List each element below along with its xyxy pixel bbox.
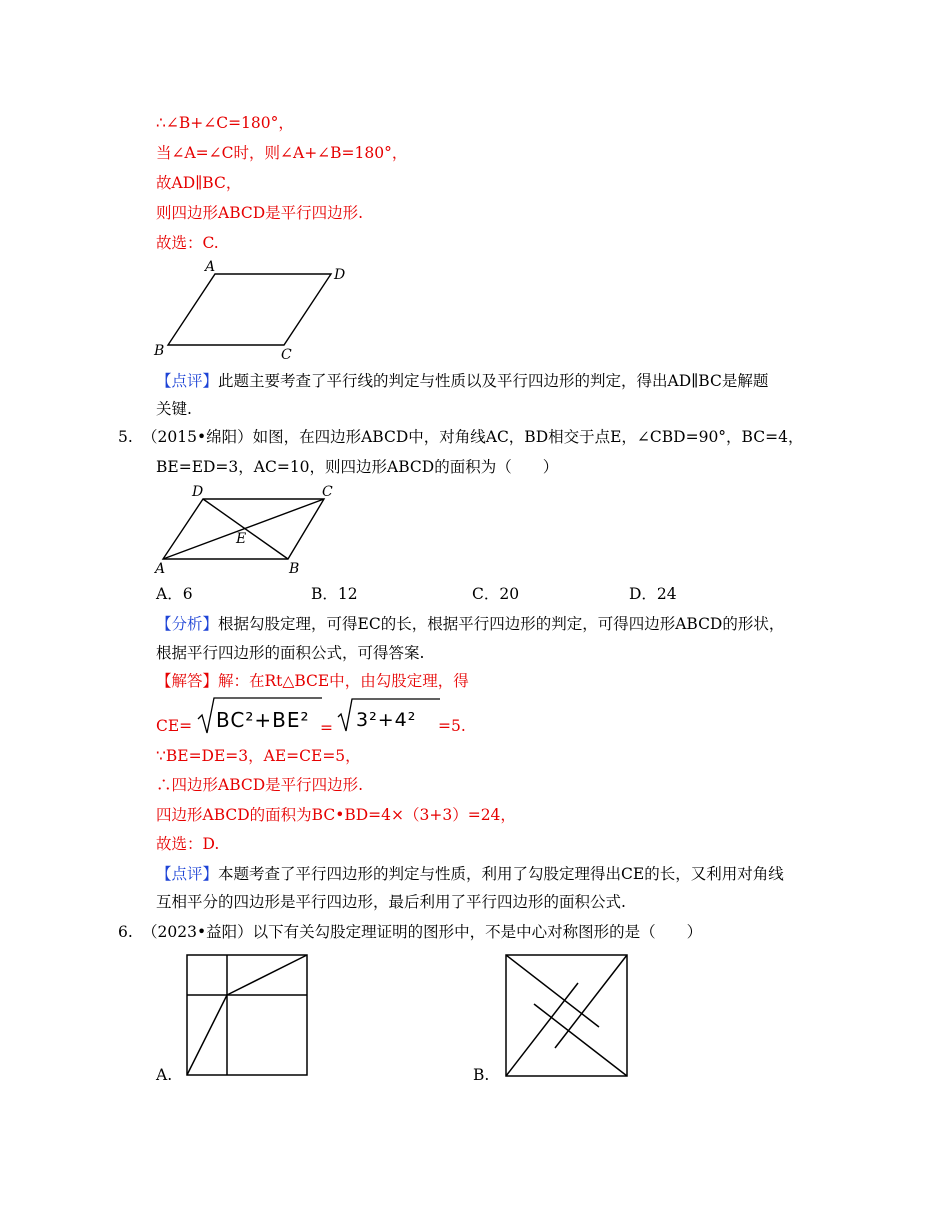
analysis-text: 根据勾股定理，可得EC的长，根据平行四边形的判定，可得四边形ABCD的形状， (218, 615, 785, 633)
comment-line: 关键. (156, 400, 192, 418)
outer-square (506, 955, 627, 1076)
answer-tag: 【解答】 (156, 672, 219, 690)
question-stem: （2015•绵阳）如图，在四边形ABCD中，对角线AC，BD相交于点E，∠CBD=90°，BC=4， (142, 428, 804, 446)
comment-line (156, 371, 768, 391)
vertex-label-a: A (205, 259, 216, 275)
comment-line (156, 864, 784, 884)
answer-line: 四边形ABCD的面积为BC•BD=4×（3+3）=24， (156, 806, 516, 824)
parallelogram-shape (168, 274, 331, 345)
option-a: A. (156, 1066, 173, 1084)
comment-text: 本题考查了平行四边形的判定与性质，利用了勾股定理得出CE的长，又利用对角线 (218, 865, 784, 883)
radicand-2: 3²+4² (356, 709, 417, 731)
comment-line: 互相平分的四边形是平行四边形，最后利用了平行四边形的面积公式. (156, 893, 626, 911)
comment-text: 此题主要考查了平行线的判定与性质以及平行四边形的判定，得出AD∥BC是解题 (218, 372, 769, 390)
option-b: B．12 (311, 585, 358, 603)
vertex-label-d: D (192, 484, 204, 500)
question-stem: BE=ED=3，AC=10，则四边形ABCD的面积为（ ） (156, 458, 559, 476)
vertex-label-c: C (322, 484, 333, 500)
vertex-label-a: A (155, 561, 166, 577)
question-number: 6. (118, 923, 133, 941)
ce-prefix: CE= (156, 717, 193, 735)
question-stem: （2023•益阳）以下有关勾股定理证明的图形中，不是中心对称图形的是（ ） (142, 923, 703, 941)
solution-line: 故选：C. (156, 234, 219, 252)
analysis-line: 根据平行四边形的面积公式，可得答案. (156, 644, 425, 662)
analysis-tag: 【分析】 (156, 615, 219, 633)
answer-line: ∵BE=DE=3，AE=CE=5， (156, 747, 361, 765)
quadrilateral-figure (150, 480, 350, 580)
vertex-label-c: C (281, 347, 292, 363)
answer-line: 故选：D. (156, 835, 220, 853)
comment-tag: 【点评】 (156, 865, 219, 883)
diagonal-ac (163, 499, 324, 559)
option-c: C．20 (472, 585, 520, 603)
option-d: D．24 (629, 585, 677, 603)
comment-tag: 【点评】 (156, 372, 219, 390)
analysis-line (156, 614, 784, 634)
question-number: 5. (118, 428, 133, 446)
option-a: A．6 (156, 585, 193, 603)
vertex-label-b: B (289, 561, 300, 577)
diagonal-line (227, 955, 307, 995)
vertex-label-b: B (154, 343, 165, 359)
option-b: B. (473, 1066, 490, 1084)
radicand-1: BC²+BE² (216, 708, 310, 732)
solution-line: 故AD∥BC， (156, 174, 242, 192)
diagonal-bd (203, 499, 288, 559)
answer-line (156, 671, 469, 691)
diagonal-line (187, 995, 227, 1075)
vertex-label-e: E (236, 531, 247, 547)
equals-sign: = (320, 719, 333, 737)
vertex-label-d: D (334, 267, 346, 283)
solution-line: ∴∠B+∠C=180°， (156, 114, 294, 132)
pythagoras-figure-b (505, 954, 629, 1078)
pythagoras-figure-a (186, 954, 310, 1078)
answer-line: ∴四边形ABCD是平行四边形. (156, 776, 364, 794)
parallelogram-figure (150, 255, 350, 365)
outer-square (187, 955, 307, 1075)
answer-text: 解：在Rt△BCE中，由勾股定理，得 (218, 672, 469, 690)
solution-line: 则四边形ABCD是平行四边形. (156, 204, 364, 222)
ce-result: =5. (438, 717, 466, 735)
solution-line: 当∠A=∠C时，则∠A+∠B=180°， (156, 144, 408, 162)
